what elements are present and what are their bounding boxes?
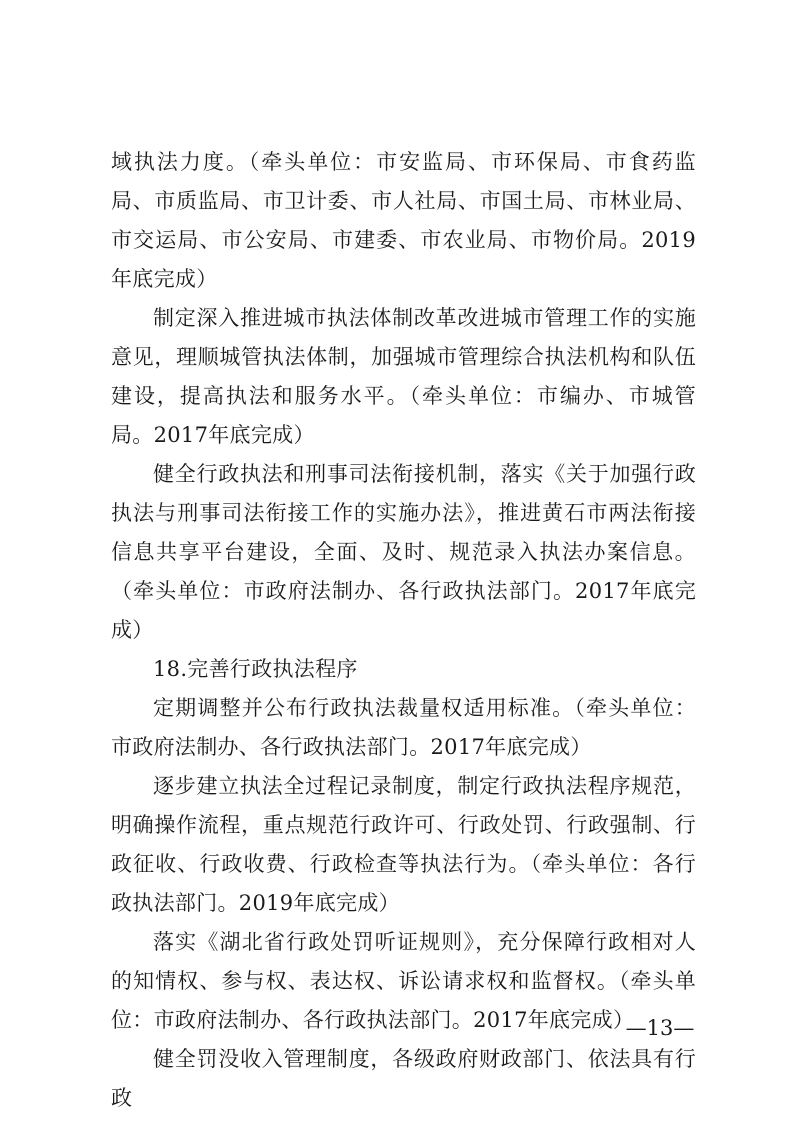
body-text [111, 143, 696, 1118]
paragraph-full-process-record: 逐步建立执法全过程记录制度，制定行政执法程序规范，明确操作流程，重点规范行政许可、行政处罚、行政强制、行政征收、行政收费、行政检查等执法行为。（牵头单位：各行政执法部门。2019年底完成） [111, 774, 696, 915]
page-number: —13— [625, 1016, 695, 1040]
paragraph-continuation: 域执法力度。（牵头单位：市安监局、市环保局、市食药监局、市质监局、市卫计委、市人社局、市国土局、市林业局、市交运局、市公安局、市建委、市农业局、市物价局。2019年底完成） [111, 150, 696, 291]
paragraph-hearing-rules: 落实《湖北省行政处罚听证规则》，充分保障行政相对人的知情权、参与权、表达权、诉讼请求权和监督权。（牵头单位：市政府法制办、各行政执法部门。2017年底完成） [111, 930, 696, 1032]
paragraph-urban-enforcement: 制定深入推进城市执法体制改革改进城市管理工作的实施意见，理顺城管执法体制，加强城市管理综合执法机构和队伍建设，提高执法和服务水平。（牵头单位：市编办、市城管局。2017年底完成） [111, 306, 696, 447]
paragraph-fines-management: 健全罚没收入管理制度，各级政府财政部门、依法具有行政 [111, 1047, 696, 1110]
paragraph-discretion-standards: 定期调整并公布行政执法裁量权适用标准。（牵头单位：市政府法制办、各行政执法部门。2017年底完成） [111, 696, 696, 759]
section-heading-18: 18.完善行政执法程序 [153, 657, 358, 681]
paragraph-criminal-justice-link: 健全行政执法和刑事司法衔接机制，落实《关于加强行政执法与刑事司法衔接工作的实施办法》，推进黄石市两法衔接信息共享平台建设，全面、及时、规范录入执法办案信息。（牵头单位：市政府法制办、各行政执法部门。2017年底完成） [111, 462, 696, 642]
